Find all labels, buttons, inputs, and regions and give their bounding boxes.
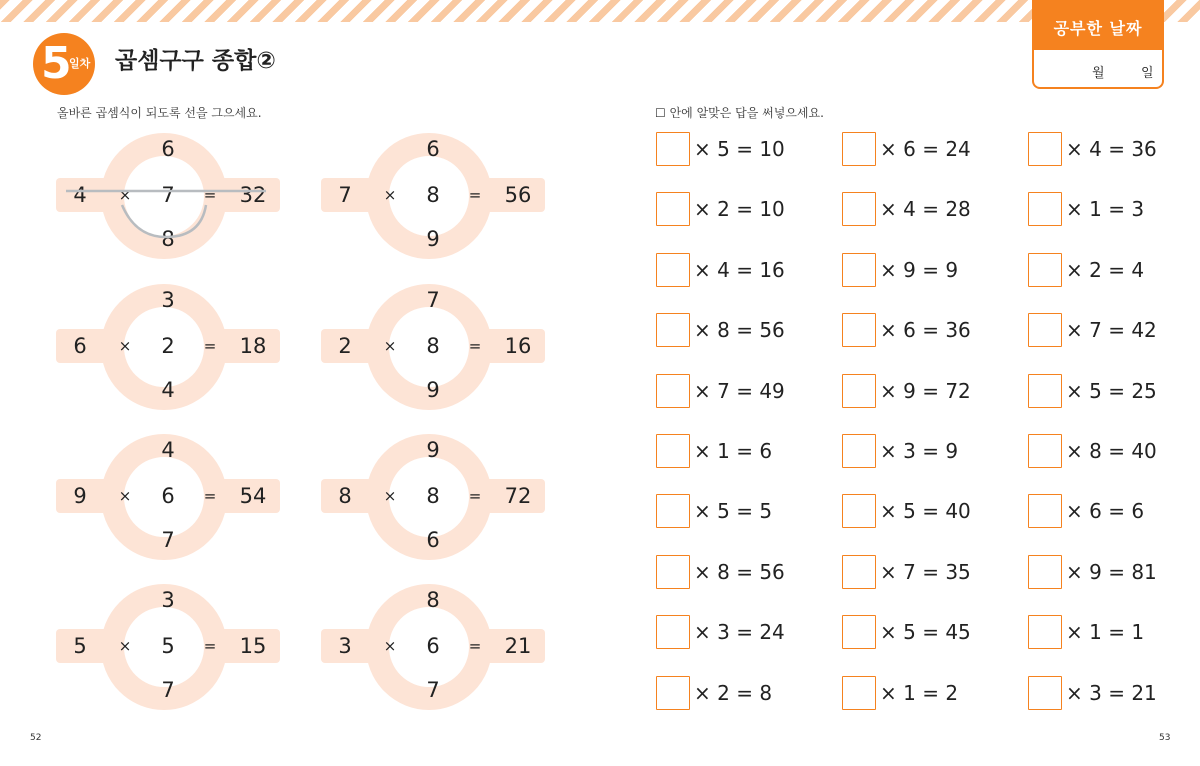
answer-box[interactable] [1028, 615, 1062, 649]
equation-expression: × 4 = 36 [1066, 137, 1157, 161]
equation-expression: × 5 = 45 [880, 620, 971, 645]
answer-box[interactable] [1028, 253, 1062, 287]
puzzle-equals-sign: = [468, 637, 482, 655]
puzzle-left-number[interactable]: 7 [338, 183, 352, 207]
puzzle-bottom-number[interactable]: 7 [161, 678, 175, 702]
equation-expression: × 2 = 10 [694, 197, 785, 222]
puzzle-top-number[interactable]: 7 [426, 288, 440, 312]
equation-expression: × 5 = 5 [694, 499, 773, 524]
example-answer-line [56, 133, 280, 259]
puzzle-top-number[interactable]: 9 [426, 438, 440, 462]
answer-box[interactable] [656, 494, 690, 528]
equation-expression: × 1 = 3 [1066, 197, 1145, 222]
answer-box[interactable] [1028, 555, 1062, 589]
puzzle-product-number[interactable]: 54 [239, 484, 267, 508]
puzzle-left-number[interactable]: 6 [73, 334, 87, 358]
answer-box[interactable] [1028, 434, 1062, 468]
equation-expression: × 3 = 9 [880, 439, 959, 463]
puzzle-top-number[interactable]: 4 [161, 438, 175, 462]
equation-expression: × 8 = 40 [1066, 439, 1157, 463]
puzzle-bottom-number[interactable]: 7 [161, 528, 175, 552]
puzzle-product-number[interactable]: 18 [239, 334, 267, 358]
day-label: 일차 [69, 57, 91, 70]
puzzle-middle-number[interactable]: 8 [426, 183, 440, 207]
puzzle-middle-number[interactable]: 5 [161, 634, 175, 658]
puzzle-times-sign: × [383, 637, 397, 655]
left-instruction: 올바른 곱셈식이 되도록 선을 그으세요. [57, 106, 262, 120]
puzzle-middle-number[interactable]: 7 [161, 183, 175, 207]
puzzle-times-sign: × [118, 186, 132, 204]
equation-expression: × 4 = 28 [880, 197, 971, 222]
page-title: 곱셈구구 종합② [115, 48, 276, 74]
puzzle-bottom-number[interactable]: 9 [426, 378, 440, 402]
answer-box[interactable] [842, 555, 876, 589]
answer-box[interactable] [1028, 676, 1062, 710]
page-number-right: 53 [1159, 733, 1171, 743]
puzzle-equals-sign: = [468, 337, 482, 355]
day-number: 5 [41, 38, 72, 89]
answer-box[interactable] [842, 676, 876, 710]
equation-expression: × 2 = 8 [694, 680, 773, 705]
answer-box[interactable] [656, 253, 690, 287]
day-badge [33, 33, 95, 95]
answer-box[interactable] [842, 313, 876, 347]
equation-expression: × 5 = 25 [1066, 378, 1157, 403]
study-date-label: 공부한 날짜 [1034, 0, 1162, 50]
equation-expression: × 9 = 81 [1066, 559, 1157, 584]
answer-box[interactable] [1028, 494, 1062, 528]
equation-expression: × 8 = 56 [694, 559, 785, 584]
equation-expression: × 2 = 4 [1066, 257, 1145, 282]
answer-box[interactable] [1028, 313, 1062, 347]
puzzle-left-number[interactable]: 3 [338, 634, 352, 658]
equation-expression: × 7 = 42 [1066, 318, 1157, 343]
puzzle-middle-number[interactable]: 8 [426, 334, 440, 358]
equation-expression: × 1 = 1 [1066, 620, 1145, 645]
puzzle-left-number[interactable]: 8 [338, 484, 352, 508]
answer-box[interactable] [656, 313, 690, 347]
study-date-box [1032, 0, 1164, 89]
answer-box[interactable] [656, 374, 690, 408]
puzzle-middle-number[interactable]: 8 [426, 484, 440, 508]
puzzle-equals-sign: = [468, 186, 482, 204]
puzzle-times-sign: × [383, 337, 397, 355]
answer-box[interactable] [842, 192, 876, 226]
multiplication-puzzle [56, 434, 288, 560]
equation-expression: × 6 = 24 [880, 137, 971, 161]
puzzle-bottom-number[interactable]: 4 [161, 378, 175, 402]
multiplication-puzzle [321, 133, 553, 259]
equation-expression: × 9 = 72 [880, 378, 971, 403]
answer-box[interactable] [1028, 132, 1062, 166]
puzzle-product-number[interactable]: 56 [504, 183, 532, 207]
puzzle-times-sign: × [118, 487, 132, 505]
multiplication-puzzle [321, 434, 553, 560]
equation-expression: × 7 = 35 [880, 559, 971, 584]
answer-box[interactable] [842, 253, 876, 287]
answer-box[interactable] [842, 615, 876, 649]
puzzle-left-number[interactable]: 2 [338, 334, 352, 358]
puzzle-product-number[interactable]: 15 [239, 634, 267, 658]
equation-expression: × 5 = 10 [694, 137, 785, 161]
multiplication-puzzle [56, 284, 288, 410]
multiplication-puzzle [321, 284, 553, 410]
puzzle-equals-sign: = [468, 487, 482, 505]
puzzle-bottom-number[interactable]: 6 [426, 528, 440, 552]
puzzle-equals-sign: = [203, 487, 217, 505]
right-instruction: ☐ 안에 알맞은 답을 써넣으세요. [655, 106, 824, 120]
puzzle-bottom-number[interactable]: 7 [426, 678, 440, 702]
answer-box[interactable] [656, 615, 690, 649]
puzzle-times-sign: × [118, 637, 132, 655]
equation-expression: × 8 = 56 [694, 318, 785, 343]
page-number-left: 52 [30, 733, 42, 743]
answer-box[interactable] [656, 132, 690, 166]
multiplication-puzzle [321, 584, 553, 710]
equation-expression: × 6 = 6 [1066, 499, 1145, 524]
equation-expression: × 1 = 2 [880, 680, 959, 705]
equation-expression: × 9 = 9 [880, 257, 959, 282]
puzzle-product-number[interactable]: 32 [239, 183, 267, 207]
answer-box[interactable] [656, 676, 690, 710]
puzzle-top-number[interactable]: 6 [161, 137, 175, 161]
equation-expression: × 1 = 6 [694, 439, 773, 463]
puzzle-bottom-number[interactable]: 9 [426, 227, 440, 251]
puzzle-bottom-number[interactable]: 8 [161, 227, 175, 251]
equation-expression: × 6 = 36 [880, 318, 971, 343]
puzzle-times-sign: × [383, 186, 397, 204]
puzzle-left-number[interactable]: 4 [73, 183, 87, 207]
puzzle-top-number[interactable]: 6 [426, 137, 440, 161]
puzzle-left-number[interactable]: 5 [73, 634, 87, 658]
answer-box[interactable] [842, 132, 876, 166]
answer-box[interactable] [842, 434, 876, 468]
puzzle-middle-number[interactable]: 6 [161, 484, 175, 508]
puzzle-middle-number[interactable]: 2 [161, 334, 175, 358]
multiplication-puzzle [56, 133, 288, 259]
equation-expression: × 7 = 49 [694, 378, 785, 403]
puzzle-top-number[interactable]: 3 [161, 288, 175, 312]
puzzle-product-number[interactable]: 21 [504, 634, 532, 658]
top-stripe-decoration [0, 0, 1200, 22]
puzzle-equals-sign: = [203, 186, 217, 204]
puzzle-left-number[interactable]: 9 [73, 484, 87, 508]
multiplication-puzzle [56, 584, 288, 710]
puzzle-product-number[interactable]: 72 [504, 484, 532, 508]
puzzle-equals-sign: = [203, 637, 217, 655]
answer-box[interactable] [842, 374, 876, 408]
equation-expression: × 3 = 24 [694, 620, 785, 645]
puzzle-equals-sign: = [203, 337, 217, 355]
equation-expression: × 3 = 21 [1066, 680, 1157, 705]
puzzle-top-number[interactable]: 3 [161, 588, 175, 612]
answer-box[interactable] [656, 555, 690, 589]
answer-box[interactable] [656, 434, 690, 468]
puzzle-times-sign: × [383, 487, 397, 505]
month-field[interactable]: 월 [1092, 66, 1105, 81]
puzzle-top-number[interactable]: 8 [426, 588, 440, 612]
answer-box[interactable] [1028, 192, 1062, 226]
answer-box[interactable] [1028, 374, 1062, 408]
answer-box[interactable] [656, 192, 690, 226]
puzzle-middle-number[interactable]: 6 [426, 634, 440, 658]
puzzle-product-number[interactable]: 16 [504, 334, 532, 358]
puzzle-times-sign: × [118, 337, 132, 355]
equation-expression: × 4 = 16 [694, 257, 785, 282]
day-field[interactable]: 일 [1141, 66, 1154, 81]
equation-expression: × 5 = 40 [880, 499, 971, 524]
answer-box[interactable] [842, 494, 876, 528]
